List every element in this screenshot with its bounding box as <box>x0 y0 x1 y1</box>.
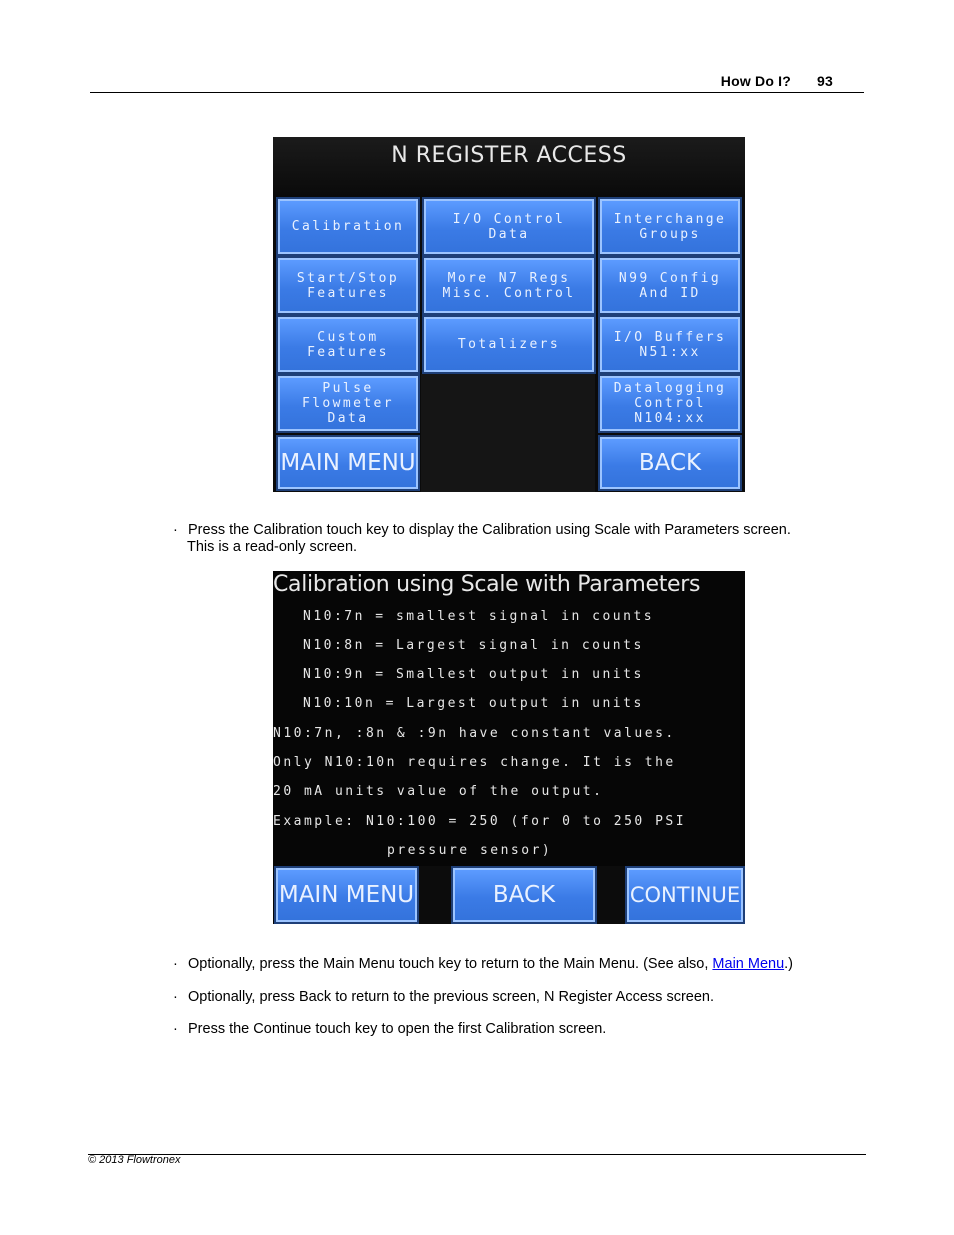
button-gap <box>597 866 625 924</box>
bullet-marker: · <box>173 956 178 972</box>
calibration-button[interactable]: Calibration <box>278 199 418 254</box>
main-menu-button[interactable]: MAIN MENU <box>276 868 417 922</box>
screen-text-line: Example: N10:100 = 250 (for 0 to 250 PSI <box>273 814 687 829</box>
instruction-text: Press the Continue touch key to open the first Calibration screen. <box>188 1021 607 1037</box>
pulse-flowmeter-data-button[interactable]: Pulse Flowmeter Data <box>278 376 418 431</box>
instruction-text-line2: This is a read-only screen. <box>187 539 358 555</box>
instruction-text: Optionally, press Back to return to the previous screen, N Register Access screen. <box>188 989 714 1005</box>
instruction-calibration <box>173 522 791 556</box>
page-header <box>721 73 833 89</box>
button-gap <box>419 866 451 924</box>
screen-text-line: N10:9n = Smallest output in units <box>303 667 644 682</box>
screen-title: N REGISTER ACCESS <box>273 137 745 197</box>
header-divider <box>90 92 864 93</box>
empty-panel <box>421 374 595 492</box>
screen-text-line: N10:7n = smallest signal in counts <box>303 609 655 624</box>
copyright-footer: © 2013 Flowtronex <box>88 1154 181 1166</box>
instruction-text-line1: Press the Calibration touch key to display the Calibration using Scale with Parameters screen. <box>188 522 791 538</box>
datalogging-control-button[interactable]: Datalogging Control N104:xx <box>600 376 740 431</box>
page-number: 93 <box>817 73 833 89</box>
footer-divider <box>88 1154 866 1155</box>
start-stop-features-button[interactable]: Start/Stop Features <box>278 258 418 313</box>
bullet-marker: · <box>173 522 178 538</box>
bullet-marker: · <box>173 989 178 1005</box>
totalizers-button[interactable]: Totalizers <box>424 317 594 372</box>
screen-text-line: 20 mA units value of the output. <box>273 784 604 799</box>
main-menu-link[interactable]: Main Menu <box>712 956 785 972</box>
screen-text-line: Only N10:10n requires change. It is the <box>273 755 676 770</box>
screen-text-line: pressure sensor) <box>387 843 553 858</box>
instruction-main-menu <box>173 956 793 973</box>
instruction-text-end: .) <box>784 956 794 972</box>
calibration-scale-screen <box>273 571 745 924</box>
screen-text-line: N10:10n = Largest output in units <box>303 696 644 711</box>
header-section-title: How Do I? <box>720 73 792 89</box>
back-button[interactable]: BACK <box>453 868 595 922</box>
n-register-access-screen <box>273 137 745 492</box>
io-buffers-button[interactable]: I/O Buffers N51:xx <box>600 317 740 372</box>
continue-button[interactable]: CONTINUE <box>627 868 743 922</box>
bullet-marker: · <box>173 1021 178 1037</box>
back-button[interactable]: BACK <box>600 437 740 489</box>
interchange-groups-button[interactable]: Interchange Groups <box>600 199 740 254</box>
instruction-text: Optionally, press the Main Menu touch key to return to the Main Menu. (See also, <box>188 956 713 972</box>
instruction-continue <box>173 1021 606 1038</box>
screen-text-line: N10:7n, :8n & :9n have constant values. <box>273 726 676 741</box>
instruction-back <box>173 989 714 1006</box>
custom-features-button[interactable]: Custom Features <box>278 317 418 372</box>
io-control-data-button[interactable]: I/O Control Data <box>424 199 594 254</box>
more-n7-regs-button[interactable]: More N7 Regs Misc. Control <box>424 258 594 313</box>
screen-text-line: N10:8n = Largest signal in counts <box>303 638 644 653</box>
n99-config-button[interactable]: N99 Config And ID <box>600 258 740 313</box>
main-menu-button[interactable]: MAIN MENU <box>278 437 418 489</box>
screen-title: Calibration using Scale with Parameters <box>273 572 701 597</box>
